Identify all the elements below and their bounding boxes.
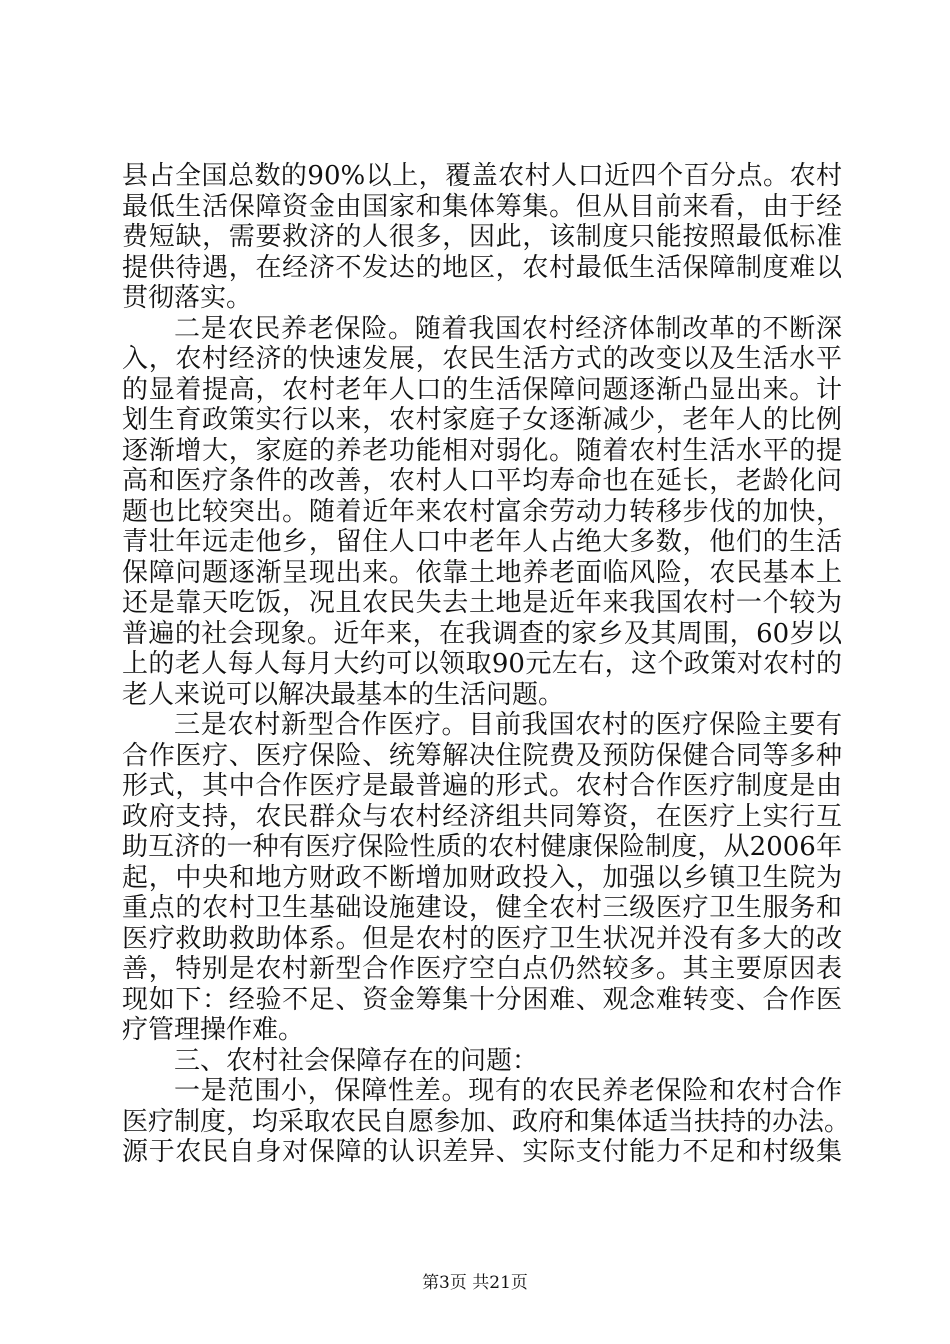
page-footer: 第3页 共21页 <box>422 1273 528 1293</box>
text-line: 划生育政策实行以来，农村家庭子女逐渐减少，老年人的比例 <box>122 405 842 435</box>
text-line: 源于农民自身对保障的认识差异、实际支付能力不足和村级集 <box>122 1137 842 1167</box>
text-line: 助互济的一种有医疗保险性质的农村健康保险制度，从2006年 <box>122 832 842 862</box>
text-line: 的显着提高，农村老年人口的生活保障问题逐渐凸显出来。计 <box>122 374 842 405</box>
text-line: 高和医疗条件的改善，农村人口平均寿命也在延长，老龄化问 <box>122 466 842 496</box>
text-line: 一是范围小，保障性差。现有的农民养老保险和农村合作 <box>174 1076 842 1106</box>
text-line: 疗管理操作难。 <box>122 1015 305 1045</box>
text-line: 重点的农村卫生基础设施建设，健全农村三级医疗卫生服务和 <box>122 893 842 923</box>
text-line: 老人来说可以解决最基本的生活问题。 <box>122 679 565 710</box>
text-line: 现如下：经验不足、资金筹集十分困难、观念难转变、合作医 <box>122 984 842 1015</box>
text-line: 题也比较突出。随着近年来农村富余劳动力转移步伐的加快， <box>122 496 842 527</box>
text-line: 贯彻落实。 <box>122 283 253 313</box>
text-line: 二是农民养老保险。随着我国农村经济体制改革的不断深 <box>174 313 842 344</box>
text-line: 合作医疗、医疗保险、统筹解决住院费及预防保健合同等多种 <box>122 740 842 771</box>
text-line: 青壮年远走他乡，留住人口中老年人占绝大多数，他们的生活 <box>122 527 842 557</box>
text-line: 入，农村经济的快速发展，农民生活方式的改变以及生活水平 <box>122 344 842 374</box>
text-line: 政府支持，农民群众与农村经济组共同筹资，在医疗上实行互 <box>122 801 842 832</box>
text-line: 善，特别是农村新型合作医疗空白点仍然较多。其主要原因表 <box>122 954 842 984</box>
text-line: 保障问题逐渐呈现出来。依靠土地养老面临风险，农民基本上 <box>122 557 842 588</box>
text-line: 普遍的社会现象。近年来，在我调查的家乡及其周围，60岁以 <box>122 618 842 649</box>
text-line: 提供待遇，在经济不发达的地区，农村最低生活保障制度难以 <box>122 252 842 283</box>
text-line: 医疗救助救助体系。但是农村的医疗卫生状况并没有多大的改 <box>122 923 842 954</box>
text-line: 县占全国总数的90%以上，覆盖农村人口近四个百分点。农村 <box>122 161 842 191</box>
text-line: 形式，其中合作医疗是最普遍的形式。农村合作医疗制度是由 <box>122 771 842 801</box>
document-body <box>122 161 851 1168</box>
text-line: 起，中央和地方财政不断增加财政投入，加强以乡镇卫生院为 <box>122 862 842 893</box>
text-line: 费短缺，需要救济的人很多，因此，该制度只能按照最低标准 <box>122 222 842 252</box>
text-line: 三是农村新型合作医疗。目前我国农村的医疗保险主要有 <box>174 710 842 740</box>
text-line: 逐渐增大，家庭的养老功能相对弱化。随着农村生活水平的提 <box>122 435 842 466</box>
text-line: 最低生活保障资金由国家和集体筹集。但从目前来看，由于经 <box>122 191 842 222</box>
text-line: 医疗制度，均采取农民自愿参加、政府和集体适当扶持的办法。 <box>122 1106 851 1137</box>
text-line: 还是靠天吃饭，况且农民失去土地是近年来我国农村一个较为 <box>122 588 842 618</box>
text-line: 三、农村社会保障存在的问题： <box>174 1045 539 1076</box>
text-line: 上的老人每人每月大约可以领取90元左右，这个政策对农村的 <box>122 649 842 679</box>
